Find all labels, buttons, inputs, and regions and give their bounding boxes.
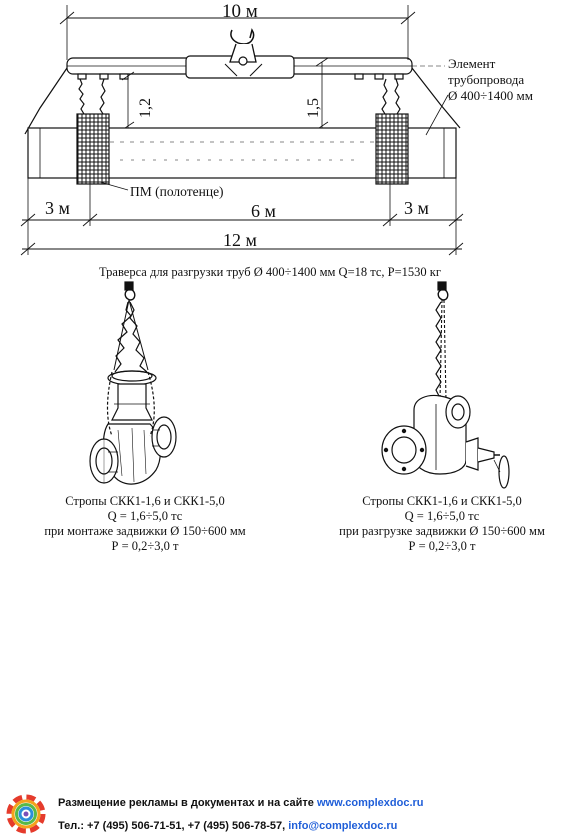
right-chain: [382, 79, 387, 114]
dim-left-label: 3 м: [45, 198, 70, 218]
left-chain: [79, 79, 84, 114]
right-sling-line-1: Стропы СКК1-1,6 и СКК1-5,0: [362, 494, 522, 508]
right-sling-caption: [318, 494, 566, 554]
traverse-caption-text: Траверса для разгрузки труб Ø 400÷1400 мм Q=18 тс, Р=1530 кг: [99, 265, 441, 279]
traverse-figure: [21, 1, 533, 255]
ad-line: [58, 797, 424, 809]
ad-text: Размещение рекламы в документах и на сайте: [58, 797, 317, 809]
element-label-1: Элемент: [448, 56, 496, 71]
dim-left-height-label: 1,2: [137, 98, 154, 118]
pm-label: ПМ (полотенце): [130, 184, 224, 199]
element-label-3: Ø 400÷1400 мм: [448, 88, 533, 103]
left-sling-line-4: Р = 0,2÷3,0 т: [111, 539, 179, 553]
right-sling-line-3: при разгрузке задвижки Ø 150÷600 мм: [339, 524, 545, 538]
left-chain-2: [100, 79, 105, 114]
element-label-2: трубопровода: [448, 72, 525, 87]
email-link[interactable]: info@complexdoc.ru: [288, 820, 398, 832]
right-valve-figure: [382, 282, 509, 488]
left-sling-line-3: при монтаже задвижки Ø 150÷600 мм: [44, 524, 246, 538]
left-towel: [77, 114, 109, 184]
right-sling-line-2: Q = 1,6÷5,0 тс: [404, 509, 480, 523]
left-sling-line-1: Стропы СКК1-1,6 и СКК1-5,0: [65, 494, 225, 508]
dim-middle-label: 6 м: [251, 201, 276, 221]
left-sling-line-2: Q = 1,6÷5,0 тс: [107, 509, 183, 523]
left-valve-figure: [90, 282, 176, 484]
dim-bottom-label: 12 м: [223, 230, 257, 250]
contacts-line: [58, 820, 397, 832]
dimension-12m: [21, 230, 463, 255]
dim-right-height-label: 1,5: [305, 98, 322, 118]
dim-right-label: 3 м: [404, 198, 429, 218]
dimension-1-5: [305, 58, 328, 130]
left-sling-caption: [20, 494, 270, 554]
left-bracket: [25, 68, 67, 134]
phones-text: Тел.: +7 (495) 506-71-51, +7 (495) 506-78-57,: [58, 820, 289, 832]
footer-ad: [0, 784, 567, 839]
complexdoc-gear-logo-icon: [5, 793, 47, 835]
right-towel: [376, 114, 408, 184]
right-chain-2: [395, 79, 400, 114]
site-link[interactable]: www.complexdoc.ru: [316, 797, 424, 809]
right-sling-line-4: Р = 0,2÷3,0 т: [408, 539, 476, 553]
dimension-1-2: [122, 72, 154, 130]
dim-top-label: 10 м: [222, 1, 258, 22]
hook-block: [186, 30, 294, 78]
traverse-caption: [30, 265, 510, 280]
